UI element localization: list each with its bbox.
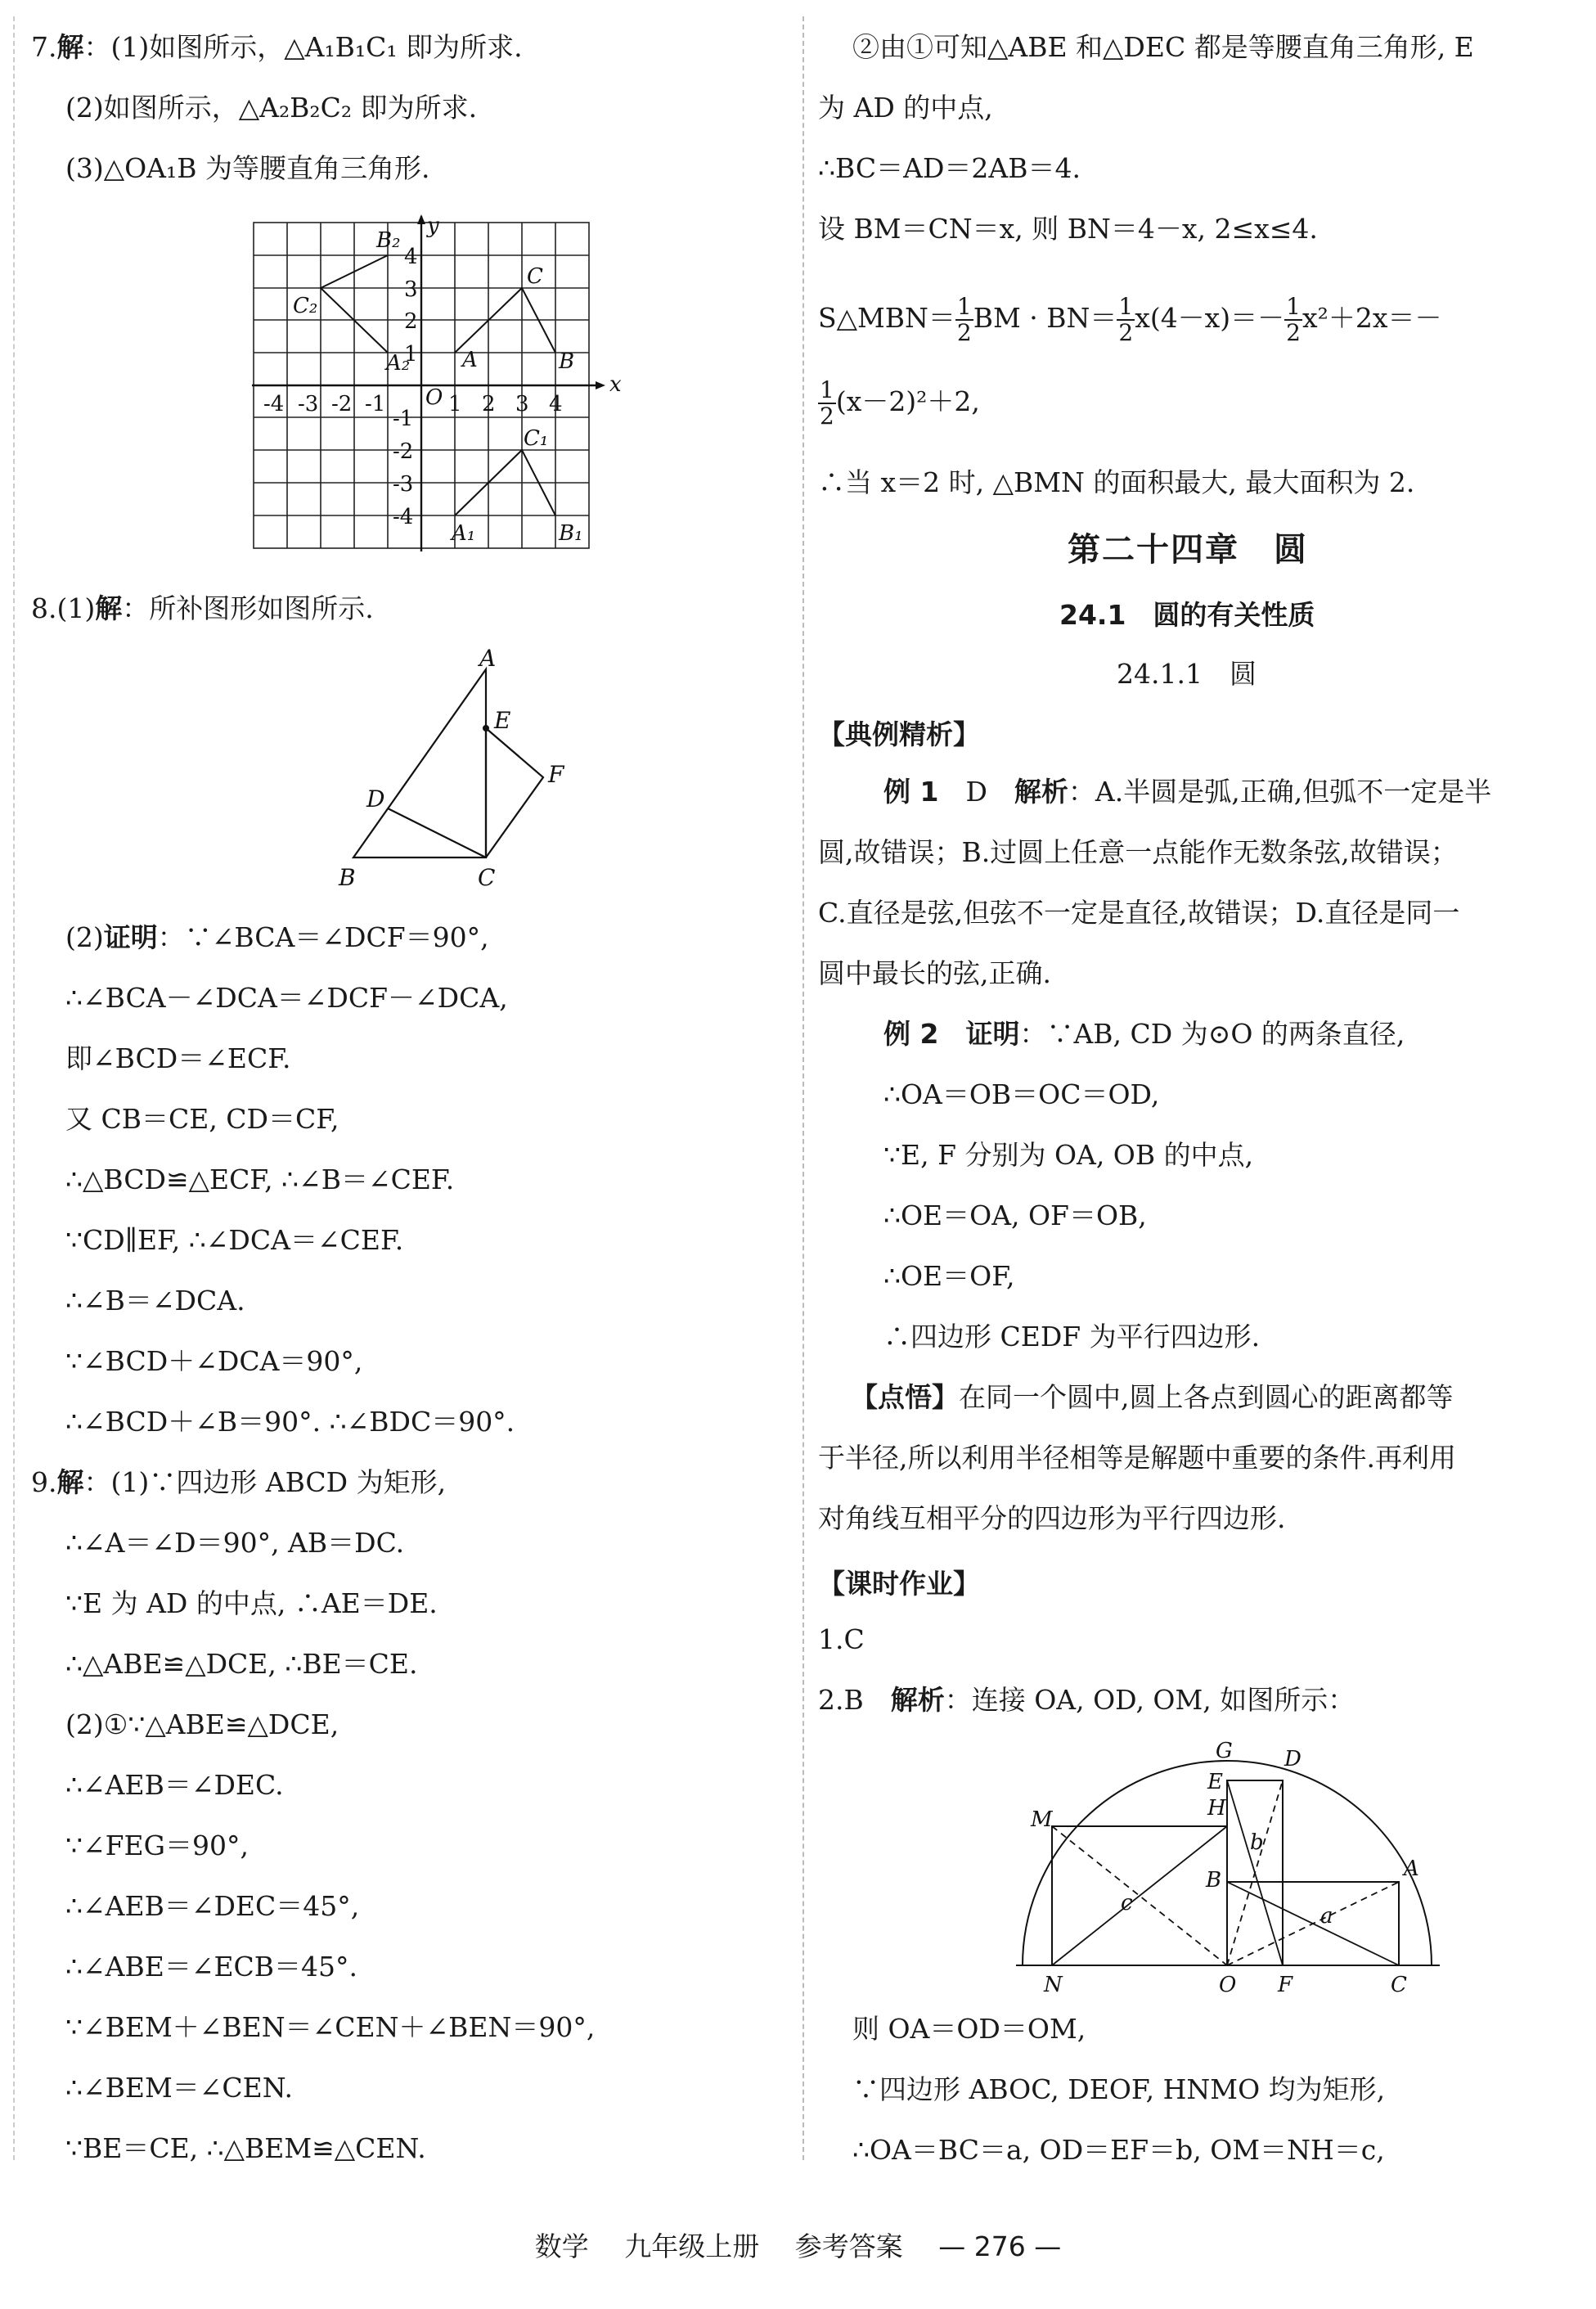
example2-line-4: ∴OE＝OA, OF＝OB, bbox=[883, 1200, 1147, 1231]
origin-label: O bbox=[425, 385, 443, 410]
q9-line-12: ∵BE＝CE, ∴△BEM≌△CEN. bbox=[65, 2132, 426, 2164]
semi-label-a-lower: a bbox=[1320, 1904, 1333, 1929]
homework-1: 1.C bbox=[818, 1623, 865, 1655]
semi-label-g: G bbox=[1216, 1739, 1233, 1763]
x-axis-label: x bbox=[609, 372, 622, 397]
x-tick: -4 bbox=[263, 392, 285, 416]
y-tick: -2 bbox=[393, 439, 414, 464]
q8-proof-line-7: ∴∠B＝∠DCA. bbox=[65, 1285, 245, 1317]
q8-proof-line-4: 又 CB＝CE, CD＝CF, bbox=[65, 1103, 339, 1135]
right-line-4: 设 BM＝CN＝x, 则 BN＝4－x, 2≤x≤4. bbox=[818, 213, 1318, 245]
footer-subject: 数学 bbox=[534, 2230, 589, 2262]
semicircle-figure bbox=[1011, 1735, 1453, 1996]
right-line-3: ∴BC＝AD＝2AB＝4. bbox=[818, 152, 1081, 184]
section-title: 24.1 圆的有关性质 bbox=[1059, 599, 1315, 631]
semi-label-n: N bbox=[1044, 1973, 1063, 1996]
y-tick: 2 bbox=[404, 309, 418, 334]
grid-point-c: C bbox=[527, 264, 543, 289]
grid-point-a2: A₂ bbox=[386, 351, 411, 376]
y-tick: -4 bbox=[393, 505, 414, 529]
example1-line-4: 圆中最长的弦,正确. bbox=[818, 957, 1051, 989]
q9-line-3: ∵E 为 AD 的中点, ∴AE＝DE. bbox=[65, 1587, 438, 1619]
fraction-half: $\frac{1}{2}$ bbox=[1286, 293, 1301, 346]
q8-proof-line-2: ∴∠BCA－∠DCA＝∠DCF－∠DCA, bbox=[65, 982, 508, 1014]
coordinate-grid-figure bbox=[245, 214, 622, 558]
q8-proof-line-5: ∴△BCD≌△ECF, ∴∠B＝∠CEF. bbox=[65, 1164, 455, 1195]
x-tick: -2 bbox=[331, 392, 353, 416]
y-tick: -3 bbox=[393, 472, 414, 497]
fig8-label-e: E bbox=[494, 707, 511, 734]
fraction-half: $\frac{1}{2}$ bbox=[1118, 293, 1134, 346]
q9-line-8: ∴∠AEB＝∠DEC＝45°, bbox=[65, 1890, 360, 1922]
homework-tag: 【课时作业】 bbox=[818, 1568, 980, 1600]
example2-line-2: ∴OA＝OB＝OC＝OD, bbox=[883, 1078, 1160, 1110]
q9-line-7: ∵∠FEG＝90°, bbox=[65, 1830, 249, 1861]
x-tick: 1 bbox=[448, 392, 462, 416]
y-tick: 3 bbox=[404, 277, 418, 302]
page-footer bbox=[0, 2226, 1596, 2264]
fig8-label-f: F bbox=[548, 761, 564, 788]
homework-2: 2.B 解析：连接 OA, OD, OM, 如图所示： bbox=[818, 1684, 1355, 1716]
figure-q8 bbox=[309, 646, 587, 892]
right-line-2: 为 AD 的中点, bbox=[818, 92, 993, 124]
x-tick: 4 bbox=[549, 392, 563, 416]
x-tick: 3 bbox=[515, 392, 529, 416]
semi-label-c: C bbox=[1391, 1973, 1407, 1996]
q9-line-11: ∴∠BEM＝∠CEN. bbox=[65, 2072, 294, 2104]
left-margin-line bbox=[13, 16, 15, 2160]
fig8-label-b: B bbox=[339, 864, 356, 891]
q8-proof-line-9: ∴∠BCD＋∠B＝90°. ∴∠BDC＝90°. bbox=[65, 1406, 515, 1438]
grid-point-b2: B₂ bbox=[376, 228, 401, 253]
semi-label-a: A bbox=[1404, 1857, 1419, 1881]
semi-label-m: M bbox=[1031, 1807, 1053, 1832]
example1-line-3: C.直径是弦,但弦不一定是直径,故错误；D.直径是同一 bbox=[818, 897, 1460, 929]
final-line-3: ∴OA＝BC＝a, OD＝EF＝b, OM＝NH＝c, bbox=[852, 2134, 1385, 2166]
fig8-label-a: A bbox=[479, 646, 497, 672]
fraction-half: $\frac{1}{2}$ bbox=[956, 293, 972, 346]
x-tick: 2 bbox=[482, 392, 496, 416]
tip-line-2: 于半径,所以利用半径相等是解题中重要的条件.再利用 bbox=[818, 1442, 1456, 1474]
grid-point-b: B bbox=[559, 349, 575, 374]
grid-point-c1: C₁ bbox=[524, 426, 549, 451]
grid-point-a1: A₁ bbox=[452, 521, 476, 546]
q8-line-1: 8.(1)解：所补图形如图所示. bbox=[31, 592, 374, 624]
tip-line-3: 对角线互相平分的四边形为平行四边形. bbox=[818, 1502, 1286, 1534]
y-tick: -1 bbox=[393, 407, 414, 431]
grid-point-b1: B₁ bbox=[559, 521, 583, 546]
x-tick: -1 bbox=[365, 392, 386, 416]
semi-label-b: B bbox=[1206, 1868, 1222, 1893]
semi-label-o: O bbox=[1219, 1973, 1237, 1996]
subsection-title: 24.1.1 圆 bbox=[1117, 658, 1257, 690]
q9-line-4: ∴△ABE≌△DCE, ∴BE＝CE. bbox=[65, 1648, 418, 1680]
footer-answer-label: 参考答案 bbox=[794, 2230, 903, 2262]
q8-proof-line-6: ∵CD∥EF, ∴∠DCA＝∠CEF. bbox=[65, 1224, 404, 1256]
q9-line-9: ∴∠ABE＝∠ECB＝45°. bbox=[65, 1951, 358, 1983]
x-tick: -3 bbox=[298, 392, 319, 416]
right-line-7: ∴当 x＝2 时, △BMN 的面积最大, 最大面积为 2. bbox=[818, 466, 1415, 498]
fig8-label-d: D bbox=[366, 785, 385, 812]
footer-grade: 九年级上册 bbox=[624, 2230, 760, 2262]
semi-label-b-lower: b bbox=[1250, 1830, 1264, 1855]
q9-line-10: ∵∠BEM＋∠BEN＝∠CEN＋∠BEN＝90°, bbox=[65, 2011, 596, 2043]
column-divider bbox=[802, 16, 804, 2160]
semi-label-d: D bbox=[1284, 1747, 1302, 1771]
q8-proof-line-8: ∵∠BCD＋∠DCA＝90°, bbox=[65, 1345, 363, 1377]
q9-line-2: ∴∠A＝∠D＝90°, AB＝DC. bbox=[65, 1527, 405, 1559]
q7-line-1: 7.解：(1)如图所示，△A₁B₁C₁ 即为所求. bbox=[31, 31, 523, 63]
y-tick: 4 bbox=[404, 245, 418, 269]
chapter-title: 第二十四章 圆 bbox=[1068, 531, 1308, 569]
q7-line-3: (3)△OA₁B 为等腰直角三角形. bbox=[65, 152, 430, 184]
q9-line-5: (2)①∵△ABE≌△DCE, bbox=[65, 1708, 339, 1740]
q9-line-1: 9.解：(1)∵四边形 ABCD 为矩形, bbox=[31, 1466, 447, 1498]
page-number: — 276 — bbox=[938, 2230, 1062, 2262]
example2-line-5: ∴OE＝OF, bbox=[883, 1260, 1015, 1292]
y-tick: 1 bbox=[404, 342, 418, 367]
q9-line-6: ∴∠AEB＝∠DEC. bbox=[65, 1769, 284, 1801]
grid-point-c2: C₂ bbox=[293, 294, 318, 318]
semi-label-f: F bbox=[1278, 1973, 1293, 1996]
semi-label-e: E bbox=[1207, 1770, 1223, 1794]
example1-line-1: 例 1 D 解析：A.半圆是弧,正确,但弧不一定是半 bbox=[883, 776, 1492, 808]
q8-proof-line-3: 即∠BCD＝∠ECF. bbox=[65, 1042, 291, 1074]
final-line-2: ∵四边形 ABOC, DEOF, HNMO 均为矩形, bbox=[852, 2073, 1386, 2105]
final-line-1: 则 OA＝OD＝OM, bbox=[852, 2013, 1086, 2045]
grid-point-a: A bbox=[462, 348, 478, 372]
right-line-1: ②由①可知△ABE 和△DEC 都是等腰直角三角形, E bbox=[852, 31, 1474, 63]
semi-label-c-lower: c bbox=[1121, 1891, 1133, 1915]
fig8-label-c: C bbox=[478, 864, 496, 891]
area-formula-line-2: $\frac{1}{2}$ (x－2)²＋2, bbox=[820, 376, 980, 430]
q8-proof-line-1: (2)证明：∵∠BCA＝∠DCF＝90°, bbox=[65, 921, 489, 953]
example2-line-6: ∴四边形 CEDF 为平行四边形. bbox=[883, 1321, 1261, 1353]
typical-example-tag: 【典例精析】 bbox=[818, 718, 980, 750]
tip-line-1: 【点悟】在同一个圆中,圆上各点到圆心的距离都等 bbox=[851, 1381, 1454, 1413]
example2-line-1: 例 2 证明：∵AB, CD 为⊙O 的两条直径, bbox=[883, 1018, 1405, 1050]
example2-line-3: ∵E, F 分别为 OA, OB 的中点, bbox=[883, 1139, 1254, 1171]
area-formula-line: S△MBN＝ $\frac{1}{2}$ BM · BN＝ $\frac{1}{2}$ x(4－x)＝－ $\frac{1}{2}$ x²＋2x＝－ bbox=[818, 293, 1442, 346]
q7-line-2: (2)如图所示，△A₂B₂C₂ 即为所求. bbox=[65, 92, 478, 124]
fraction-half: $\frac{1}{2}$ bbox=[820, 376, 834, 430]
example1-line-2: 圆,故错误；B.过圆上任意一点能作无数条弦,故错误； bbox=[818, 836, 1458, 868]
y-axis-label: y bbox=[427, 214, 439, 238]
semi-label-h: H bbox=[1207, 1796, 1226, 1821]
